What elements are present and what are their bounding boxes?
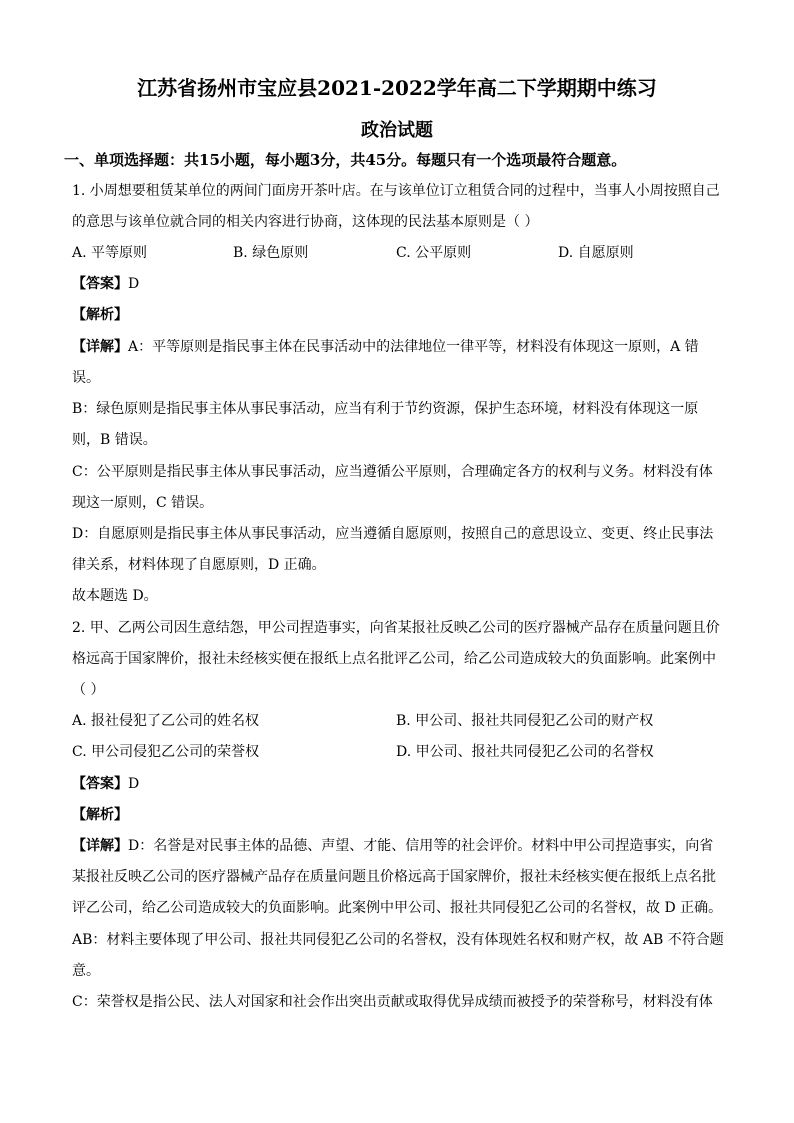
q2-option-a: A. 报社侵犯了乙公司的姓名权 xyxy=(72,713,260,729)
q1-option-b: B. 绿色原则 xyxy=(233,245,309,261)
q1-c-line-1: C：公平原则是指民事主体从事民事活动，应当遵循公平原则，合理确定各方的权利与义务。材料没有体 xyxy=(72,464,713,480)
q1-analysis-label xyxy=(72,305,128,325)
q1-answer xyxy=(72,274,139,294)
q1-stem-line-1: 1. 小周想要租赁某单位的两间门面房开茶叶店。在与该单位订立租赁合同的过程中，当事人小周按照自己 xyxy=(72,183,720,199)
document-title: 江苏省扬州市宝应县2021-2022学年高二下学期期中练习 xyxy=(137,76,657,100)
q1-option-a: A. 平等原则 xyxy=(72,245,148,261)
q2-ab-line-2: 意。 xyxy=(72,963,100,979)
section-heading: 一、单项选择题：共15小题，每小题3分，共45分。每题只有一个选项最符合题意。 xyxy=(64,151,627,169)
q2-answer xyxy=(72,774,139,794)
q1-detail-line-2: 误。 xyxy=(72,370,100,386)
q2-detail-line-3: 评乙公司，给乙公司造成较大的负面影响。此案例中甲公司、报社共同侵犯乙公司的名誉权，故 D 正确。 xyxy=(72,900,723,916)
q2-stem-line-1: 2. 甲、乙两公司因生意结怨，甲公司捏造事实，向省某报社反映乙公司的医疗器械产品存在质量问题且价 xyxy=(72,620,720,636)
line-text: D：名誉是对民事主体的品德、声望、才能、信用等的社会评价。材料中甲公司捏造事实，向省 xyxy=(128,838,714,854)
line-text: D xyxy=(128,276,140,292)
q2-option-d: D. 甲公司、报社共同侵犯乙公司的名誉权 xyxy=(396,744,654,760)
q1-d-line-2: 律关系，材料体现了自愿原则，D 正确。 xyxy=(72,557,326,573)
bracket-marker: 【解析】 xyxy=(72,807,128,823)
q2-analysis-label xyxy=(72,805,128,825)
line-text: A：平等原则是指民事主体在民事活动中的法律地位一律平等，材料没有体现这一原则，A 错 xyxy=(128,339,699,355)
q1-detail-line-1 xyxy=(72,337,699,357)
q2-ab-line-1: AB：材料主要体现了甲公司、报社共同侵犯乙公司的名誉权，没有体现姓名权和财产权，故 AB 不符合题 xyxy=(72,932,724,948)
q1-conclusion: 故本题选 D。 xyxy=(72,588,158,604)
q1-option-d: D. 自愿原则 xyxy=(558,245,634,261)
q2-detail-line-2: 某报社反映乙公司的医疗器械产品存在质量问题且价格远高于国家牌价，报社未经核实便在报纸上点名批 xyxy=(72,869,716,885)
bracket-marker: 【答案】 xyxy=(72,776,128,792)
q1-option-c: C. 公平原则 xyxy=(396,245,472,261)
line-text: D xyxy=(128,776,140,792)
q1-d-line-1: D：自愿原则是指民事主体从事民事活动，应当遵循自愿原则，按照自己的意思设立、变更、终止民事法 xyxy=(72,526,714,542)
q1-b-line-2: 则，B 错误。 xyxy=(72,432,157,448)
bracket-marker: 【答案】 xyxy=(72,276,128,292)
bracket-marker: 【解析】 xyxy=(72,307,128,323)
q2-option-c: C. 甲公司侵犯乙公司的荣誉权 xyxy=(72,744,260,760)
q2-stem-line-3: （ ） xyxy=(72,682,105,698)
q1-stem-line-2: 的意思与该单位就合同的相关内容进行协商，这体现的民法基本原则是（ ） xyxy=(72,214,539,230)
q1-b-line-1: B：绿色原则是指民事主体从事民事活动，应当有利于节约资源，保护生态环境，材料没有体现这一原 xyxy=(72,401,699,417)
q2-stem-line-2: 格远高于国家牌价，报社未经核实便在报纸上点名批评乙公司，给乙公司造成较大的负面影响。此案例中 xyxy=(72,651,716,667)
bracket-marker: 【详解】 xyxy=(72,838,128,854)
bracket-marker: 【详解】 xyxy=(72,339,128,355)
q1-c-line-2: 现这一原则，C 错误。 xyxy=(72,495,214,511)
q2-c-line-1: C：荣誉权是指公民、法人对国家和社会作出突出贡献或取得优异成绩而被授予的荣誉称号，材料没有体 xyxy=(72,994,713,1010)
q2-option-b: B. 甲公司、报社共同侵犯乙公司的财产权 xyxy=(396,713,654,729)
document-subtitle: 政治试题 xyxy=(361,120,433,141)
q2-detail-line-1 xyxy=(72,836,713,856)
